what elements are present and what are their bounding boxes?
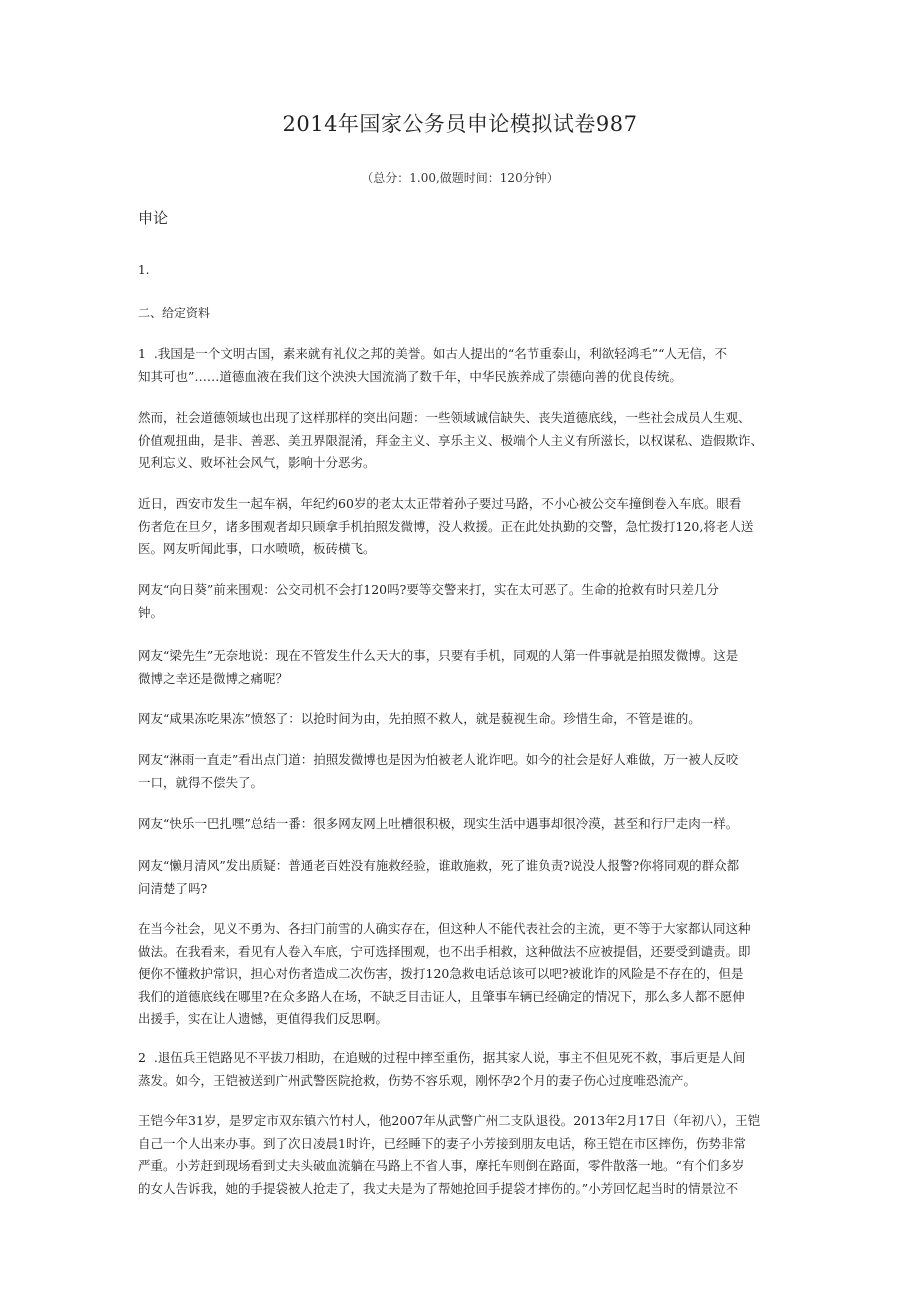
paragraph: 网友“梁先生”无奈地说：现在不管发生什么天大的事，只要有手机，同观的人第一件事就是拍照发微博。这是 微博之幸还是微博之痛呢？: [138, 648, 739, 686]
section-heading: 申论: [138, 209, 169, 227]
exam-info: （总分：1.00,做题时间：120分钟）: [361, 171, 559, 185]
paragraph: 1 .我国是一个文明古国，素来就有礼仪之邦的美誉。如古人提出的“名节重泰山，利欲轻鸿毛”“人无信，不 知其可也”……道德血液在我们这个泱泱大国流淌了数千年，中华民族养成了崇德向善的优良传统。: [138, 346, 728, 384]
paragraph: 网友“懒月清风”发出质疑：普通老百姓没有施救经验，谁敢施救，死了谁负责?说没人报警?你将同观的群众都 问清楚了吗?: [138, 858, 740, 896]
paragraph: 网友“咸果冻吃果冻”愤怒了：以抢时间为由，先拍照不救人，就是藐视生命。珍惜生命，不管是谁的。: [138, 711, 701, 726]
paragraph: 王铠今年31岁，是罗定市双东镇六竹村人，他2007年从武警广州二支队退役。2013年2月17日（年初八），王铠 自己一个人出来办事。到了次日凌晨1时许，已经睡下的妻子小芳接到朋友电话，称王铠在市区摔伤，伤势非常 严重。小芳赶到现场看到丈夫头破血流躺在马路上不省人事，摩托车则倒在路面，零件散落一地。“有个们多岁 的女人告诉我，她的手提袋被人抢走了，我丈夫是为了帮她抢回手提袋才摔伤的。”小芳回忆起当时的情景泣不: [138, 1113, 761, 1196]
paragraph: 2 .退伍兵王铠路见不平拔刀相助，在追贼的过程中摔至重伤，据其家人说，事主不但见死不救，事后更是人间 蒸发。如今，王铠被送到广州武警医院抢救，伤势不容乐观，刚怀孕2个月的妻子伤心过度唯恐流产。: [138, 1050, 746, 1088]
paragraph: 网友“向日葵”前来围观：公交司机不会打120吗?要等交警来打，实在太可恶了。生命的抢救有时只差几分 钟。: [138, 582, 719, 620]
document-title: 2014年国家公务员申论模拟试卷987: [282, 112, 638, 136]
paragraph: 网友“快乐一巴扎嘿”总结一番：很多网友网上吐槽很积极，现实生活中遇事却很冷漠，甚至和行尸走肉一样。: [138, 816, 739, 831]
question-number: 1.: [138, 263, 150, 277]
paragraph: 在当今社会，见义不勇为、各扫门前雪的人确实存在，但这种人不能代表社会的主流，更不等于大家都认同这种 做法。在我看来，看见有人卷入车底，宁可选择围观，也不出手相救，这种做法不应被提倡，还要受到谴责。即 便你不懂救护常识，担心对伤者造成二次伤害，拨打120急救电话总该可以吧?被讹诈的风险是不存在的，但是 我们的道德底线在哪里?在众多路人在场，不缺乏目击证人，且肇事车辆已经确定的情况下，那么多人都不愿伸 出援手，实在让人遗憾，更值得我们反思啊。: [138, 921, 751, 1026]
materials-section-title: 二、给定资料: [138, 306, 211, 320]
paragraph: 近日，西安市发生一起车祸，年纪约60岁的老太太正带着孙子要过马路，不小心被公交车撞倒卷入车底。眼看 伤者危在旦夕，诸多围观者却只顾拿手机拍照发微博，没人救援。正在此处执勤的交警，急忙拨打120,将老人送 医。网友听闻此事，口水喷喷，板砖横飞。: [138, 496, 754, 556]
paragraph: 网友“淋雨一直走”看出点门道：拍照发微博也是因为怕被老人讹诈吧。如今的社会是好人难做，万一被人反咬 一口，就得不偿失了。: [138, 752, 739, 790]
paragraph: 然而，社会道德领域也出现了这样那样的突出问题：一些领域诚信缺失、丧失道德底线，一些社会成员人生观、 价值观扭曲，是非、善恶、美丑界限混淆，拜金主义、享乐主义、极端个人主义有所滋长，以权谋私、造假欺诈、 见利忘义、败坏社会风气，影响十分恶劣。: [138, 410, 764, 470]
